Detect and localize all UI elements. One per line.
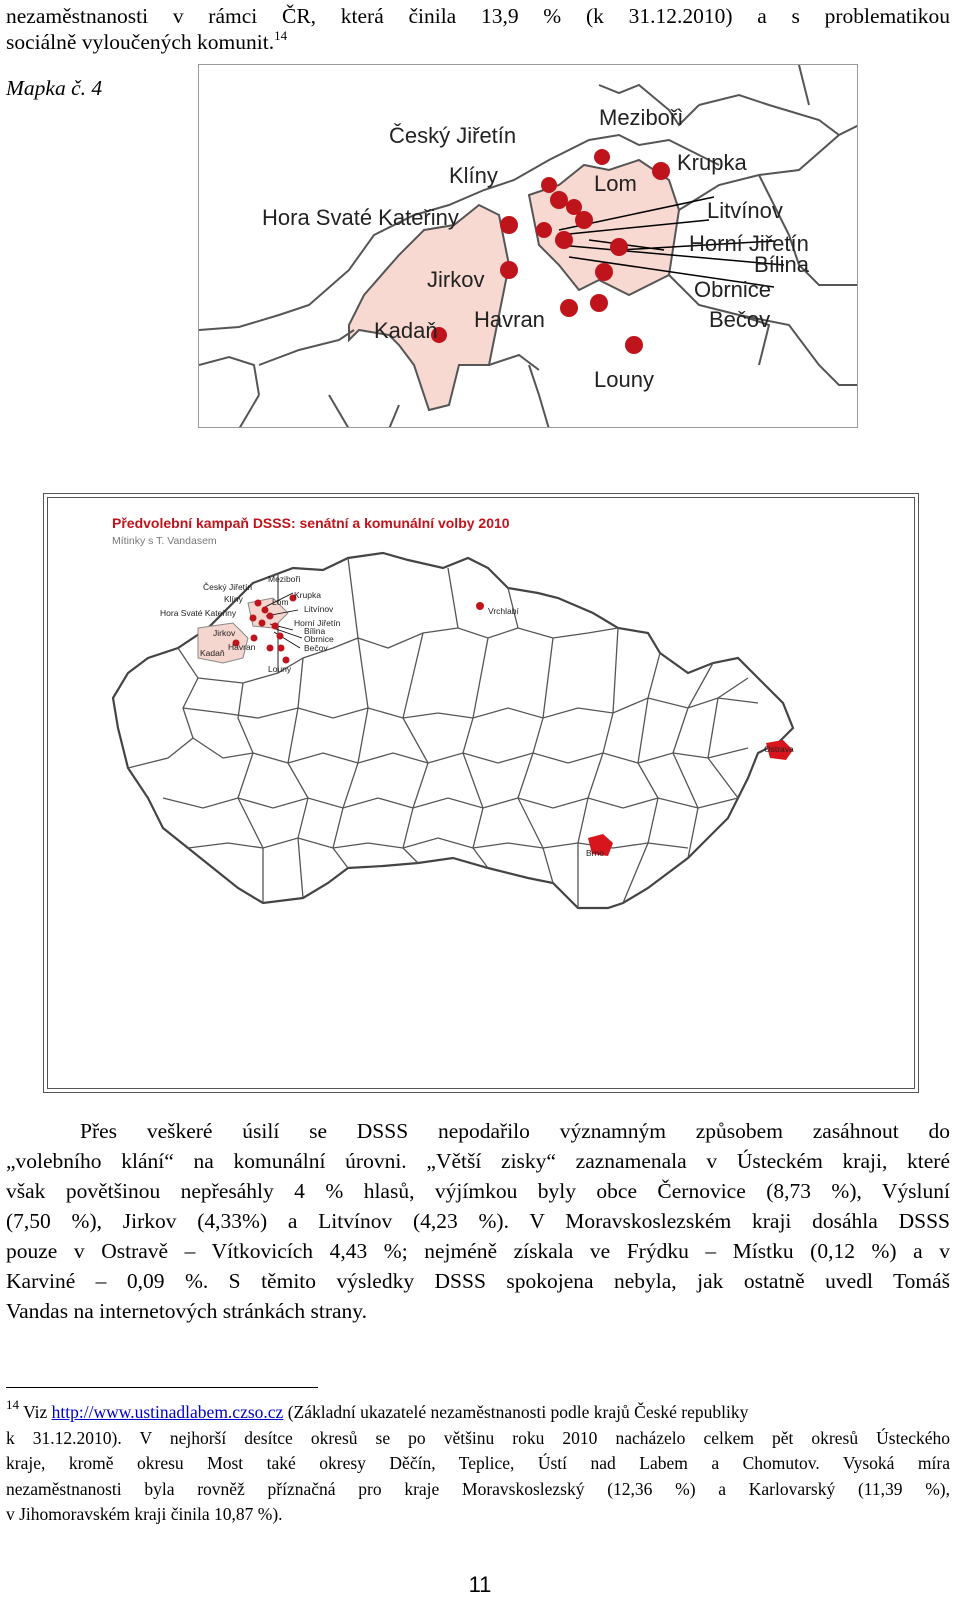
map-label: Bečov	[304, 643, 328, 653]
town-marker	[255, 600, 262, 607]
map-label: Horní Jiřetín	[689, 231, 809, 256]
map-label: Krupka	[294, 590, 321, 600]
town-marker	[500, 216, 518, 234]
map-label: Brno	[586, 848, 604, 858]
town-marker	[625, 336, 643, 354]
detail-map	[198, 64, 858, 428]
map-label: Bečov	[709, 307, 771, 332]
map-label: Hora Svaté Kateřiny	[262, 205, 459, 230]
footnote-line: $^{14}$ Viz http://www.ustinadlabem.czso.cz (Základní ukazatelé nezaměstnanosti podle krajů České republiky	[6, 1397, 749, 1422]
town-marker	[560, 299, 578, 317]
map-label: Vrchlabí	[488, 606, 519, 616]
footnote-number: 14	[6, 1397, 19, 1412]
town-marker	[259, 620, 266, 627]
footnote-separator	[6, 1387, 318, 1388]
map-label: Havran	[474, 307, 545, 332]
map-label: Litvínov	[707, 198, 783, 223]
town-marker	[267, 645, 274, 652]
map-label: Mezibořì	[599, 105, 684, 130]
map-label: Bílina	[754, 252, 810, 277]
map-subtitle: Mítinky s T. Vandasem	[112, 535, 217, 547]
overview-map	[47, 497, 915, 1089]
map-label: Obrnice	[304, 634, 334, 644]
page-number: 11	[468, 1572, 492, 1597]
map-label: Kadaň	[200, 648, 225, 658]
map-label: Horní Jiřetín	[294, 618, 341, 628]
footnote-line: k 31.12.2010). V nejhorší desítce okresů se po většinu roku 2010 nacházelo celkem pět okresů Ústeckého	[6, 1428, 950, 1448]
map-label: Louny	[594, 367, 654, 392]
town-marker	[250, 615, 257, 622]
map-label: Jirkov	[427, 267, 485, 292]
map-caption: Mapka č. 4	[6, 76, 103, 100]
footnote-line: v Jihomoravském kraji činila 10,87 %).	[6, 1504, 283, 1524]
town-marker	[610, 238, 628, 256]
footnote-link[interactable]: http://www.ustinadlabem.czso.cz	[51, 1402, 284, 1422]
footnote-line: kraje, kromě okresu Most také okresy Děčín, Teplice, Ústí nad Labem a Chomutov. Vysoká míra	[6, 1453, 950, 1473]
town-marker	[595, 263, 613, 281]
map-label: Obrnice	[694, 277, 772, 302]
town-marker	[262, 607, 269, 614]
country-outline	[113, 553, 793, 908]
footnote-reference[interactable]: 14	[274, 28, 288, 43]
map-label: Hora Svaté Kateřiny	[160, 608, 237, 618]
paragraph-line: Přes veškeré úsilí se DSSS nepodařilo významným způsobem zasáhnout do	[80, 1119, 950, 1143]
paragraph-line: Vandas na internetových stránkách strany.	[6, 1299, 367, 1323]
map-label: Mezibořì	[268, 574, 301, 584]
town-marker	[652, 162, 670, 180]
map-label: Lom	[594, 171, 637, 196]
town-marker	[251, 635, 258, 642]
body-text-line: nezaměstnanosti v rámci ČR, která činila 13,9 % (k 31.12.2010) a s problematikou	[6, 4, 950, 28]
body-text-line: sociálně vyloučených komunit.$^{14}$	[6, 28, 288, 54]
map-label: Havran	[228, 642, 256, 652]
map-title: Předvolební kampaň DSSS: senátní a komunální volby 2010	[112, 515, 510, 531]
town-marker	[590, 294, 608, 312]
town-marker	[272, 623, 279, 630]
map-label: Ostrava	[764, 744, 794, 754]
footnote-line: nezaměstnanosti byla rovněž příznačná pro kraje Moravskoslezský (12,36 %) a Karlovarský (11,39 %),	[6, 1479, 950, 1499]
paragraph-line: (7,50 %), Jirkov (4,33%) a Litvínov (4,23 %). V Moravskoslezském kraji dosáhla DSSS	[6, 1209, 950, 1233]
paragraph-line: Karviné – 0,09 %. S těmito výsledky DSSS spokojena nebyla, jak ostatně uvedl Tomáš	[6, 1269, 950, 1293]
town-marker	[500, 261, 518, 279]
town-marker	[476, 602, 484, 610]
town-marker	[594, 149, 610, 165]
town-marker	[555, 231, 573, 249]
paragraph-line: „volebního klání“ na komunální úrovni. „Větší zisky“ zaznamenala v Ústeckém kraji, které	[6, 1149, 950, 1173]
map-label: Louny	[268, 664, 292, 674]
map-label: Krupka	[677, 150, 747, 175]
map-label: Bílina	[304, 626, 326, 636]
map-label: Litvínov	[304, 604, 334, 614]
paragraph-line: pouze v Ostravě – Vítkovicích 4,43 %; nejméně získala ve Frýdku – Místku (0,12 %) a v	[6, 1239, 950, 1263]
town-marker	[541, 177, 557, 193]
map-label: Jirkov	[213, 628, 236, 638]
town-marker	[267, 613, 274, 620]
town-marker	[575, 211, 593, 229]
map-label: Český Jiřetín	[203, 582, 253, 592]
town-marker	[536, 222, 552, 238]
map-label: Lom	[272, 597, 289, 607]
town-marker	[277, 633, 284, 640]
map-label: Klíny	[224, 594, 243, 604]
map-label: Klíny	[449, 163, 498, 188]
town-marker	[550, 191, 568, 209]
map-label: Kadaň	[374, 318, 438, 343]
map-label: Český Jiřetín	[389, 123, 517, 148]
town-marker	[283, 657, 290, 664]
town-marker	[278, 645, 285, 652]
paragraph-line: však povětšinou nepřesáhly 4 % hlasů, výjímkou byly obce Černovice (8,73 %), Výsluní	[6, 1179, 950, 1203]
